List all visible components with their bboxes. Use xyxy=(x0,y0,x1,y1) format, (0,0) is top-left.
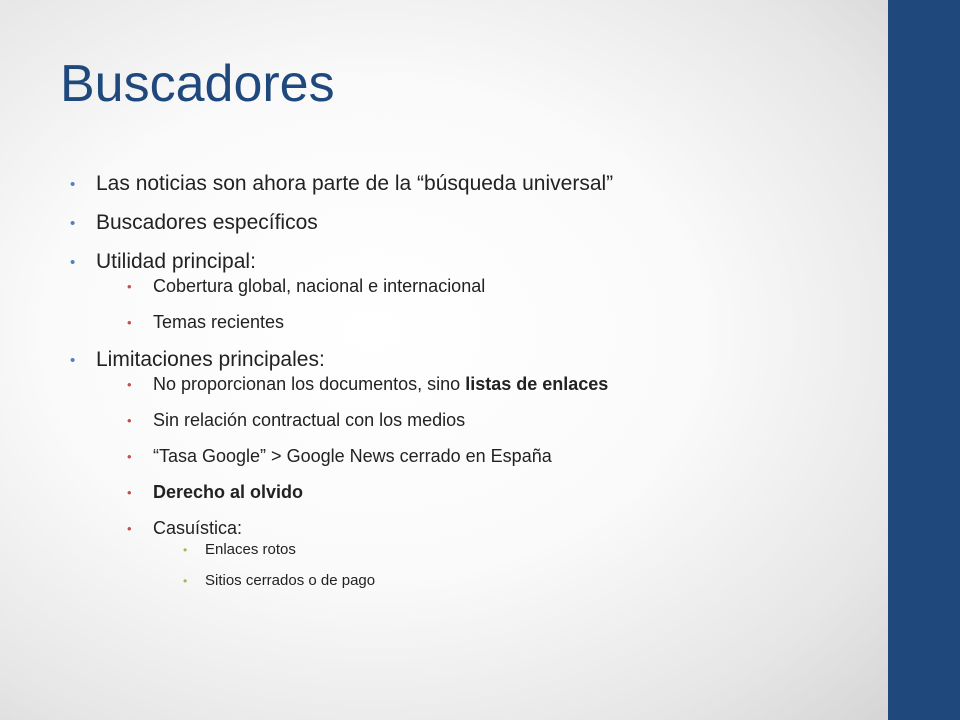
sub-bullet-item xyxy=(127,518,870,589)
sub-bullet-item xyxy=(127,482,870,503)
slide-date: Octubre 2015 xyxy=(910,218,925,298)
bullet-text: Limitaciones principales: xyxy=(96,348,325,371)
sub-sub-bullet-list xyxy=(183,541,870,589)
page-number-box xyxy=(897,594,953,640)
bullet-icon: • xyxy=(127,315,132,330)
bullet-text: Utilidad principal: xyxy=(96,250,256,273)
bullet-icon: • xyxy=(127,485,132,500)
slide-footer xyxy=(902,313,934,497)
bullet-icon: • xyxy=(127,449,132,464)
bullet-list xyxy=(70,172,870,589)
slide-content xyxy=(70,172,870,604)
sub-bullet-item xyxy=(127,410,870,431)
bullet-text: Cobertura global, nacional e internacional xyxy=(153,276,486,296)
bullet-text: Buscadores específicos xyxy=(96,211,318,234)
bullet-item xyxy=(70,250,870,333)
sub-bullet-item xyxy=(127,276,870,297)
bullet-bold-text: Derecho al olvido xyxy=(153,482,304,502)
bullet-text: Casuística: xyxy=(153,518,243,538)
bullet-text: Sitios cerrados o de pago xyxy=(205,572,376,589)
sub-bullet-list xyxy=(127,374,870,589)
sub-bullet-list xyxy=(127,276,870,333)
slide-title: Buscadores xyxy=(60,55,335,113)
sub-sub-bullet-item xyxy=(183,572,870,589)
bullet-icon: • xyxy=(70,352,76,369)
sub-bullet-item xyxy=(127,312,870,333)
bullet-text: No proporcionan los documentos, sino xyxy=(153,374,466,394)
bullet-icon: • xyxy=(127,413,132,428)
bullet-text: Temas recientes xyxy=(153,312,285,332)
bullet-icon: • xyxy=(70,254,76,271)
bullet-icon: • xyxy=(183,543,188,557)
bullet-text: Enlaces rotos xyxy=(205,541,296,558)
bullet-text: Las noticias son ahora parte de la “búsqueda universal” xyxy=(96,172,614,195)
sub-bullet-item xyxy=(127,374,870,395)
page-number: 6 xyxy=(919,602,931,624)
bullet-icon: • xyxy=(127,377,132,392)
bullet-item xyxy=(70,211,870,235)
footer-line-1: UPF - Faculta de Comunicación xyxy=(902,312,917,498)
bullet-item xyxy=(70,172,870,196)
bullet-icon: • xyxy=(127,279,132,294)
bullet-text: Sin relación contractual con los medios xyxy=(153,410,466,430)
bullet-text: “Tasa Google” > Google News cerrado en España xyxy=(153,446,552,466)
sub-bullet-item xyxy=(127,446,870,467)
bullet-icon: • xyxy=(70,215,76,232)
sub-sub-bullet-item xyxy=(183,541,870,558)
bullet-bold-text: listas de enlaces xyxy=(465,374,609,394)
bullet-icon: • xyxy=(127,521,132,536)
bullet-icon: • xyxy=(183,574,188,588)
footer-line-2: - Grupo de Formatos Digitales xyxy=(918,317,933,493)
bullet-item xyxy=(70,348,870,589)
bullet-icon: • xyxy=(70,176,76,193)
